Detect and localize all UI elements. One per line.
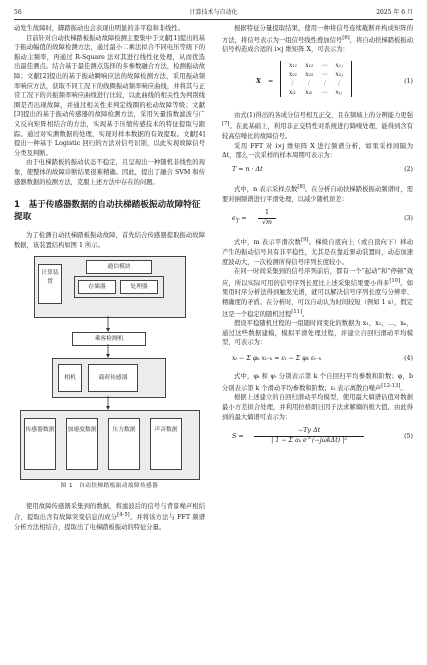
sensor-data-box: 传感器数据 [24,418,56,470]
pressure-data-box: 压力数据 [108,418,140,470]
figure-arrows [14,250,205,480]
eq3-number: (3) [404,215,413,223]
matrix-x: x₁₁ x₁₂ ⋯ x₁ⱼ x₂₁ x₂₂ ⋯ x₂ⱼ ⋮ ⋮ ⋮ ⋮ xᵢ₁ xᵢ₂ ⋯ xᵢⱼ [280,61,352,97]
r-paragraph-2: 采用 FFT 对 i×j 维矩阵 X 进行频谱分析，如果采样间隔为 Δt，那么一次采样的样本周期可表示为： [222,142,413,160]
equation-2: T = n · Δt (2) [232,165,413,173]
right-column [222,24,413,454]
paragraph-3: 为了检测自动扶梯踏板振动故障，首先结合传感器提取振动故障数据，该装置结构如图 1 所示。 [14,232,205,249]
equation-1: X = x₁₁ x₁₂ ⋯ x₁ⱼ x₂₁ x₂₂ ⋯ x₂ⱼ ⋮ ⋮ ⋮ ⋮ xᵢ₁ xᵢ₂ ⋯ xᵢⱼ (1) [256,61,413,96]
equation-5: S = −Tγ Δt | 1 − Σ aₖ e^(−jωkΔt) |² (5) [232,427,413,445]
page-number: 56 [14,9,22,16]
r-paragraph-3: 式中，n 表示采样点数[8]。在分析自动扶梯踏板振动频谱时，需要对倒频谱进行平滑处理，以减少随机误差： [222,183,413,203]
r-paragraph-1: 由式(1)得出的各成分信号相互正交，且在频域上的分辨能力更强[7]。在此基础上，利用非正交特性对系统进行降噪处理，能得到含有较高信噪比的故障信号。 [222,111,413,141]
acceleration-data-box: 加速度数据 [66,418,98,470]
issue-date: 2025 年 6 月 [376,9,413,16]
left-column [14,24,205,533]
paragraph-0: 动发生故障时，脚踏振动也会表现出明显的非平稳和非线性。 [14,25,185,32]
paragraph-1: 目前针对自动扶梯踏板振动故障检测主要集中于文献[1]提出的基于振动幅值的故障检测方法，通过最小二乘法拟合不同电压等级下的振动主频率，再通过 R-Square 法对其进行线性化处理，从而优选出最佳测点。结合基于最佳测点选择的多参数融合方法，检测振动故障；文献[2]提出的基于振动瞬响应法的故障检测方法，采用振动频率响应方法，获取不同工况下的线圈振动频率响应曲线，并将其与正常工况下的共振频率响应曲线进行比较，以此曲线的相关性为判别线圈是否出现故障，并通过相关性来判定线圈的松动故障等级；文献[3]提出的基于振动传感器的故障检测方法，采用矢量指数滤波与广义反向矩阵相结合的方法，实现基于压缩传感技术的特征提取与跟踪。通过对实测数据的处理，实现对样本数据的有效提取。文献[4]提出一种基于 Logistic 回归的方法对信号识别，以此实现故障信号分类及判断。 [14,34,205,157]
page-header [14,8,413,18]
r-paragraph-8: 根据上述建立的自回归滑动平均模型，使用最大熵谱估值对数据最小方差拟合处理，并利用拉格朗日因子法求解熵的极大值，由此得到的最大熵谱可表示为： [222,394,413,421]
eq1-number: (1) [404,77,413,85]
r-paragraph-5: 在同一时间采集到的信号序列前后，都有一个“起动”和“停顿”效应，所以实际可用的信号序列长度比上述采集结果要小得多[10]。如果用时序分析法得到触发光谱，就可以解决信号序列长度与分辨率、精确度的矛盾。在分析时，可以自动认为时间较短（例如 1 s），假定这是一个稳定的随机过程[11]。 [222,268,414,318]
cpu-box: 处理器 [120,280,158,294]
comm-module-box: 通信模块 [86,260,152,274]
storage-box: 存储器 [78,280,116,294]
eq4-number: (4) [404,355,413,363]
load-sensor-box: 载荷传感器 [88,364,138,392]
header-rule [14,19,413,20]
journal-name: 计算技术与自动化 [189,9,238,16]
equation-3: $e_T$ = 1 √m (3) [232,209,413,227]
passenger-detector-box: 乘客检测机 [72,332,146,346]
section-heading-1: 1 基于传感器数据的自动扶梯踏板振动故障特征提取 [14,200,201,223]
computer-box: 计算装置 [38,264,62,304]
eq2-number: (2) [404,165,413,173]
eq5-number: (5) [404,433,413,441]
paragraph-4: 使用故障传感器采集到的数据，将滤波后的信号与背景噪声相结合，提取出含有故障突变信息的成分[4-5]。并将该方法与 FFT 频谱分析方法相结合，提取出了电梯踏板振动的特征分量。 [14,502,206,532]
r-paragraph-6: 假设平稳随机过程的一组随时间变化的数据为 x₁，x₂，…，xₙ，通过这些数据建模，模拟平滑处理过程，并建立自回归滑动平均模型，可表示为： [222,320,413,347]
figure-caption: 图 1 自动扶梯踏板振动故障传感器 [60,483,159,490]
camera-box: 相机 [58,364,82,392]
figure-1 [14,250,205,480]
paragraph-2: 由于电梯踏板的振动状态不稳定，且呈现出一种随机非线性的现象，使整体的故障诊断结果很难精确。因此，提出了融合 SVM 和传感器数据的检测方法，克服上述方法中存在的问题。 [14,159,205,186]
r-paragraph-4: 式中，m 表示平滑次数[9]。梯级自底向上（或自顶向下）移动产生的振动信号具有非平稳性，尤其是在靠近驱动装置时，动态加速度波动大，一次检测所得信号序列长度较小。 [222,237,413,266]
equation-4: xₜ − Σ φₖ xₜ₋ₖ = εₜ − Σ φₖ εₜ₋ₖ (4) [232,355,413,363]
r-paragraph-0: 根据特征分量提取结果，使用一种将信号连续截断并构成矩阵的方法，将信号表示为一组信号线性叠加信号[6]，将自动扶梯踏板振动信号构造成合适的 i×j 维矩阵 X，可表示为： [222,25,414,54]
r-paragraph-7: 式中，φᵢ 和 ψᵢ 分别表示第 k 个自回归平均参数和阶数；φ，b 分别表示第 k 个滑动平均参数和阶数；εᵢ 表示离散白噪声[12-13]。 [222,373,413,392]
sound-data-box: 声音数据 [150,418,182,470]
